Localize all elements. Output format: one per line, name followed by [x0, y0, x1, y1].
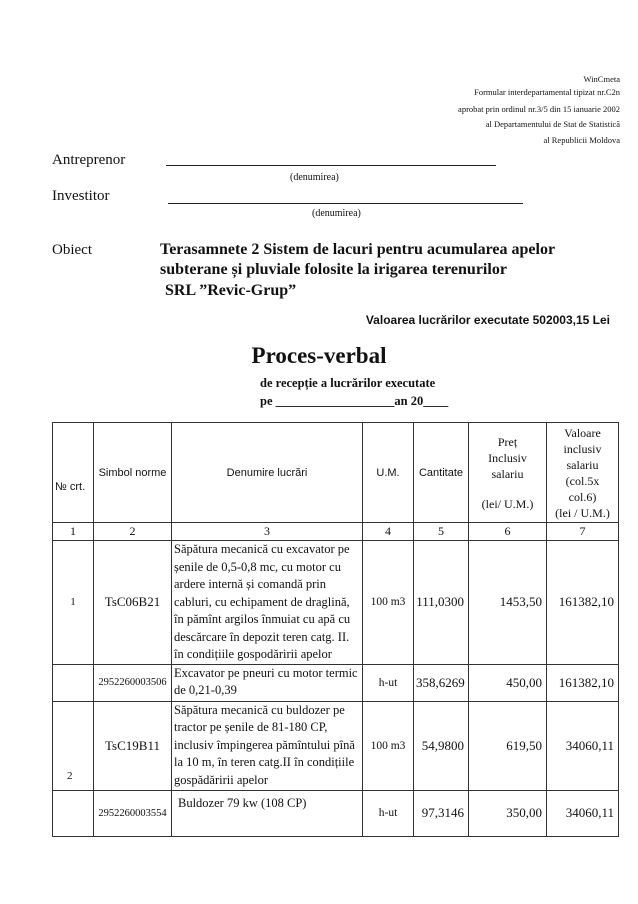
object-line-1: Terasamnete 2 Sistem de lacuri pentru acumularea apelor: [160, 241, 556, 258]
row-um: 100 m3: [363, 701, 414, 790]
row-nr: 1: [53, 541, 94, 665]
header-denumire: Denumire lucrări: [172, 423, 363, 523]
row-nr: [53, 664, 94, 701]
works-value: Valoarea lucrărilor executate 502003,15 Lei: [365, 313, 610, 327]
row-simbol: 2952260003554: [94, 790, 172, 836]
row-um: h-ut: [363, 664, 414, 701]
col-number: 7: [547, 523, 619, 541]
object-line-3: SRL ”Revic-Grup”: [165, 282, 297, 299]
row-valoare: 161382,10: [547, 664, 619, 701]
works-table: [52, 422, 619, 837]
row-denumire: Săpătura mecanică cu excavator pe șenile de 0,5-0,8 mc, cu motor cu ardere internă și comandă prin cabluri, cu echipament de draglină, în pămînt argilos înmuiat cu apă cu descărcare în depozit teren catg. II. în condițiile gospodăririi apelor: [172, 541, 363, 665]
row-denumire: Excavator pe pneuri cu motor termic de 0,21-0,39: [172, 664, 363, 701]
header-pret: [469, 423, 547, 523]
header-valoare-l3: salariu: [566, 457, 599, 472]
header-valoare: [547, 423, 619, 523]
row-cantitate: 358,6269: [414, 664, 469, 701]
row-cantitate: 97,3146: [414, 790, 469, 836]
header-line-3: aprobat prin ordinul nr.3/5 din 15 ianuarie 2002: [458, 104, 620, 114]
row-nr: 2: [53, 701, 94, 790]
header-valoare-l6: (lei / U.M.): [555, 505, 610, 520]
header-pret-l4: (lei/ U.M.): [481, 496, 534, 511]
investitor-line: [168, 203, 523, 204]
row-pret: 619,50: [469, 701, 547, 790]
document-subtitle-1: de recepție a lucrărilor executate: [260, 376, 436, 390]
header-um: U.M.: [363, 423, 414, 523]
header-valoare-l2: inclusiv: [563, 441, 602, 456]
antreprenor-denumirea: (denumirea): [290, 172, 339, 183]
row-cantitate: 111,0300: [414, 541, 469, 665]
document-title: Proces-verbal: [251, 343, 387, 368]
header-line-2: Formular interdepartamental tipizat nr.C2n: [474, 87, 620, 97]
row-um: 100 m3: [363, 541, 414, 665]
row-um: h-ut: [363, 790, 414, 836]
header-valoare-l1: Valoare: [564, 425, 601, 440]
col-number: 5: [414, 523, 469, 541]
antreprenor-label: Antreprenor: [52, 152, 126, 168]
header-line-4: al Departamentului de Stat de Statistică: [485, 119, 620, 129]
table-row: [53, 541, 619, 665]
document-subtitle-2: pe ___________________an 20____: [260, 394, 449, 408]
column-number-row: [53, 523, 619, 541]
investitor-label: Investitor: [52, 188, 110, 204]
row-valoare: 161382,10: [547, 541, 619, 665]
row-nr: [53, 790, 94, 836]
header-valoare-l4: (col.5x: [565, 473, 600, 488]
row-pret: 350,00: [469, 790, 547, 836]
table-row: [53, 790, 619, 836]
header-nr: № crt.: [53, 423, 94, 523]
header-valoare-l5: col.6): [568, 489, 597, 504]
row-pret: 1453,50: [469, 541, 547, 665]
row-valoare: 34060,11: [547, 790, 619, 836]
header-simbol: Simbol norme: [94, 423, 172, 523]
object-line-2: subterane și pluviale folosite la irigarea terenurilor: [160, 261, 507, 278]
object-label: Obiect: [52, 242, 92, 258]
row-pret: 450,00: [469, 664, 547, 701]
row-valoare: 34060,11: [547, 701, 619, 790]
col-number: 3: [172, 523, 363, 541]
row-denumire: Săpătura mecanică cu buldozer pe tractor pe șenile de 81-180 CP, inclusiv împingerea pămîntului pînă la 10 m, în teren catg.II în condițiile gospădăririi apelor: [172, 701, 363, 790]
header-line-5: al Republicii Moldova: [543, 135, 620, 145]
row-cantitate: 54,9800: [414, 701, 469, 790]
header-line-1: WinCmeta: [583, 74, 620, 84]
table-header-row: [53, 423, 619, 523]
header-pret-l2: Inclusiv: [488, 450, 527, 465]
col-number: 6: [469, 523, 547, 541]
col-number: 4: [363, 523, 414, 541]
row-simbol: TsC19B11: [94, 701, 172, 790]
header-cantitate: Cantitate: [414, 423, 469, 523]
table-row: [53, 701, 619, 790]
col-number: 1: [53, 523, 94, 541]
header-pret-l3: salariu: [491, 466, 524, 481]
row-denumire: Buldozer 79 kw (108 CP): [172, 790, 363, 836]
row-simbol: TsC06B21: [94, 541, 172, 665]
investitor-denumirea: (denumirea): [312, 208, 361, 219]
header-pret-l1: Preț: [497, 434, 518, 449]
row-simbol: 2952260003506: [94, 664, 172, 701]
table-row: [53, 664, 619, 701]
antreprenor-line: [166, 165, 496, 166]
col-number: 2: [94, 523, 172, 541]
